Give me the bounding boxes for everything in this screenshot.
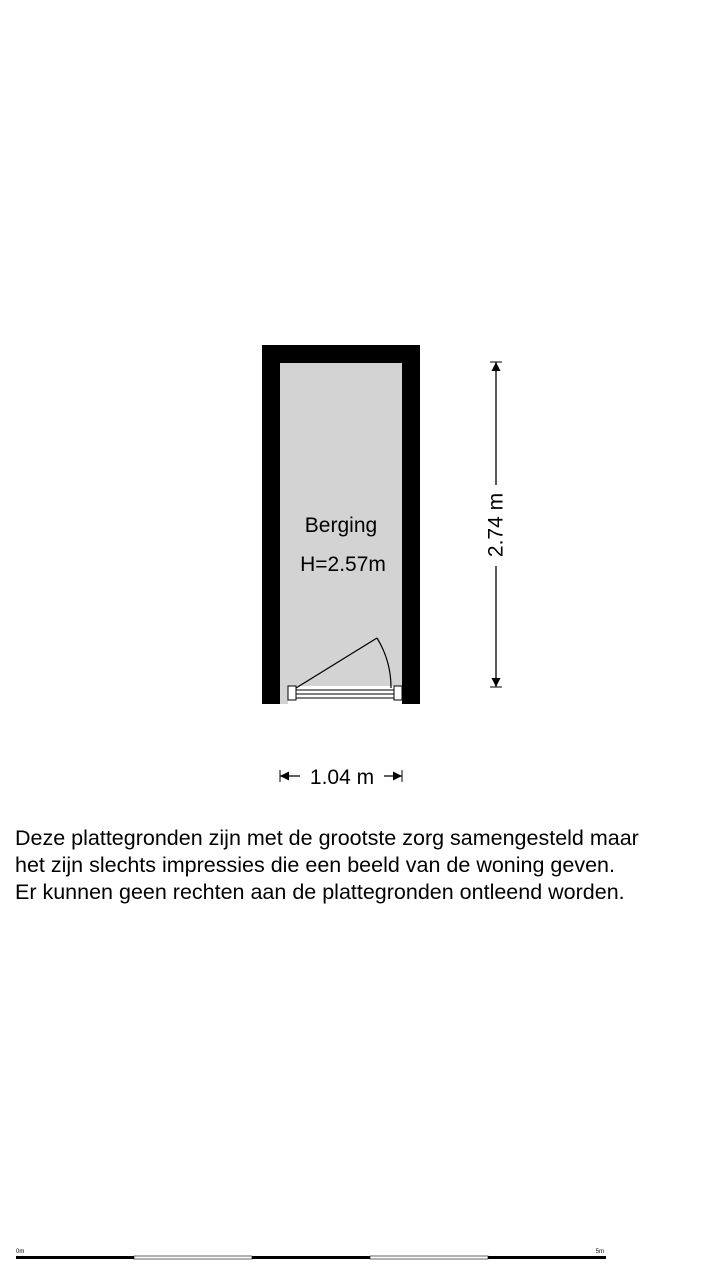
- room-name: Berging: [304, 514, 378, 537]
- door-jamb-left: [288, 686, 296, 700]
- scale-start-label: 0m: [16, 1249, 25, 1255]
- disclaimer-line: het zijn slechts impressies die een beeld van de woning geven.: [15, 853, 615, 877]
- disclaimer-line: Er kunnen geen rechten aan de plattegronden ontleend worden.: [15, 880, 625, 904]
- scale-segment-dark: [252, 1256, 370, 1259]
- disclaimer-line: Deze plattegronden zijn met de grootste zorg samengesteld maar: [15, 826, 639, 850]
- room-height: H=2.57m: [300, 553, 386, 576]
- depth-dimension: [485, 362, 508, 687]
- scale-segment-dark: [488, 1256, 606, 1259]
- width-dimension: [280, 766, 402, 789]
- door-opening: [288, 686, 402, 704]
- room-berging: [262, 345, 420, 704]
- width-label: 1.04 m: [309, 766, 375, 789]
- scale-segment-light: [370, 1256, 488, 1259]
- door-jamb-right: [394, 686, 402, 700]
- scale-segment-dark: [16, 1256, 134, 1259]
- disclaimer-text: [15, 825, 715, 906]
- scale-end-label: 5m: [595, 1249, 604, 1255]
- scale-bar: [16, 1249, 606, 1259]
- scale-segment-light: [134, 1256, 252, 1259]
- depth-label: 2.74 m: [484, 492, 508, 558]
